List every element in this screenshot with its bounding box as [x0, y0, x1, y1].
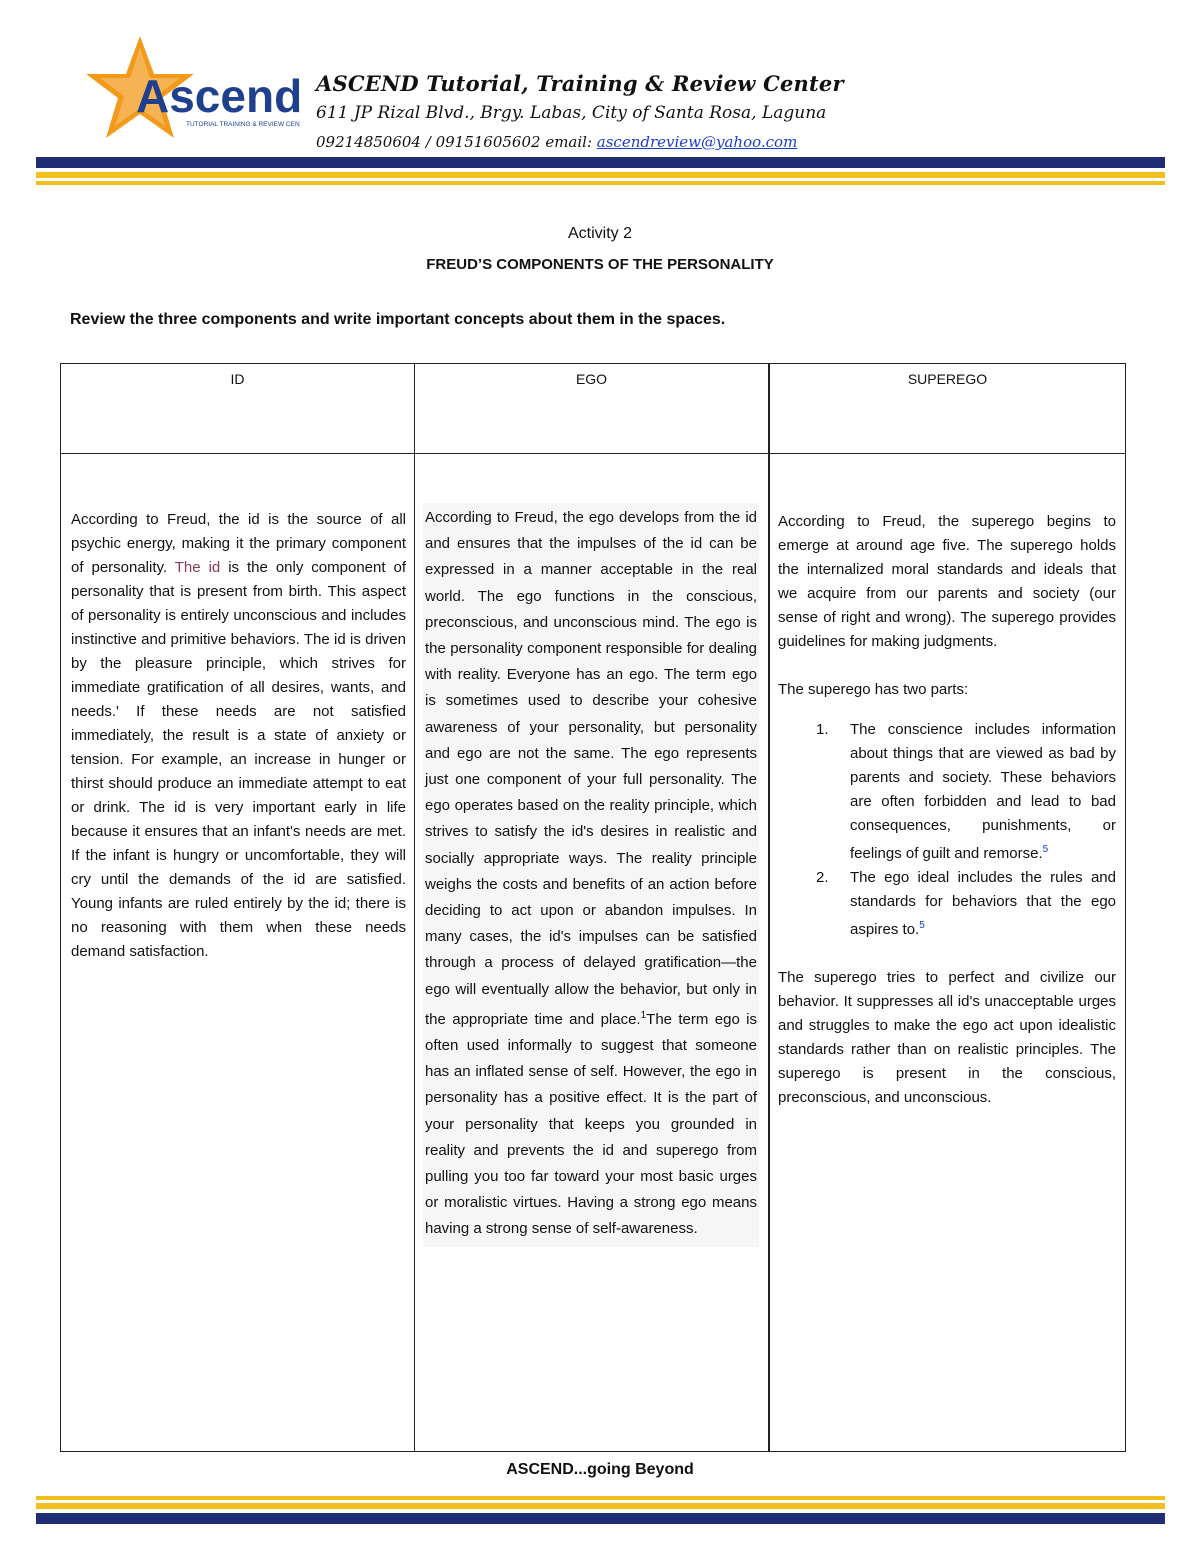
- org-name: ASCEND Tutorial, Training & Review Center: [316, 71, 844, 96]
- org-address: 611 JP Rizal Blvd., Brgy. Labas, City of Santa Rosa, Laguna: [316, 103, 827, 123]
- header-row-divider: [61, 453, 1125, 454]
- contact-numbers: 09214850604 / 09151605602 email:: [316, 133, 597, 151]
- superego-closing: The superego tries to perfect and civilize our behavior. It suppresses all id's unacceptable urges and struggles to make the ego act upon idealistic standards rather than on realistic principles. The superego is present in the conscious, preconscious, and unconscious.: [778, 969, 1116, 1106]
- logo-tagline: TUTORIAL TRAINING & REVIEW CENTER: [186, 121, 300, 128]
- list-item: 2. The ego ideal includes the rules and standards for behaviors that the ego aspires to.$^5$: [816, 869, 1116, 938]
- activity-label: Activity 2: [567, 225, 632, 242]
- components-table: [60, 363, 1126, 1452]
- header-superego: SUPEREGO: [907, 371, 988, 387]
- superego-intro: According to Freud, the superego begins to emerge at around age five. The superego holds the internalized moral standards and ideals that we acquire from our parents and society (our sense of right and wrong). The superego provides guidelines for making judgments.: [778, 513, 1116, 650]
- star-logo-icon: [82, 34, 300, 152]
- column-divider: [768, 364, 770, 1451]
- footer-band: [36, 1496, 1165, 1524]
- id-cell: [71, 508, 406, 964]
- header-band: [36, 157, 1165, 185]
- logo-wordmark: Ascend: [136, 70, 300, 122]
- org-contact: [316, 128, 844, 156]
- ego-cell: [423, 503, 759, 1247]
- footnote-ref: 5: [919, 920, 925, 931]
- list-item: 1. The conscience includes information about things that are viewed as bad by parents and society. These behaviors are often forbidden and lead to bad consequences, punishments, or feelings of guilt and remorse.$^5$: [816, 721, 1116, 862]
- superego-parts-heading: The superego has two parts:: [778, 681, 969, 698]
- superego-parts-list: [778, 718, 1116, 942]
- page-title: FREUD’S COMPONENTS OF THE PERSONALITY: [426, 256, 774, 273]
- id-highlight: The id: [174, 559, 221, 576]
- ego-description: According to Freud, the ego develops from the id and ensures that the impulses of the id can be expressed in a manner acceptable in the real world. The ego functions in the conscious, preconscious, and unconscious mind. The ego is the personality component responsible for dealing with reality. Everyone has an ego. The term ego is sometimes used to describe your cohesive awareness of your personality, but personality and ego are not the same. The ego represents just one component of your full personality. The ego operates based on the reality principle, which strives to satisfy the id's desires in realistic and socially appropriate ways. The reality principle weighs the costs and benefits of an action before deciding to act upon or abandon impulses. In many cases, the id's impulses can be satisfied through a process of delayed gratification—the ego will eventually allow the behavior, but only in the appropriate time and place.$^1$The term ego is often used informally to suggest that someone has an inflated sense of self. However, the ego in personality has a positive effect. It is the part of your personality that keeps you grounded in reality and prevents the id and superego from pulling you too far toward your most basic urges or moralistic virtues. Having a strong ego means having a strong sense of self-awareness.: [425, 509, 757, 1238]
- header-id: ID: [230, 371, 245, 387]
- footnote-ref: 5: [1042, 844, 1049, 855]
- header-ego: EGO: [575, 371, 608, 387]
- id-description: According to Freud, the id is the source of all psychic energy, making it the primary component of personality. The id is the only component of personality that is present from birth. This aspect of personality is entirely unconscious and includes instinctive and primitive behaviors. The id is driven by the pleasure principle, which strives for immediate gratification of all desires, wants, and needs.' If these needs are not satisfied immediately, the result is a state of anxiety or tension. For example, an increase in hunger or thirst should produce an immediate attempt to eat or drink. The id is very important early in life because it ensures that an infant's needs are met. If the infant is hungry or uncomfortable, they will cry until the demands of the id are satisfied. Young infants are ruled entirely by the id; there is no reasoning with them when these needs demand satisfaction.: [71, 511, 406, 960]
- org-info: [316, 70, 844, 156]
- instruction-text: Review the three components and write important concepts about them in the spaces.: [70, 311, 726, 328]
- footer-tagline: ASCEND...going Beyond: [506, 1461, 694, 1478]
- ascend-logo: [82, 34, 300, 152]
- email-link[interactable]: ascendreview@yahoo.com: [596, 133, 798, 151]
- footnote-ref: 1: [640, 1009, 647, 1021]
- column-divider: [414, 364, 415, 1451]
- superego-cell: [778, 510, 1116, 1110]
